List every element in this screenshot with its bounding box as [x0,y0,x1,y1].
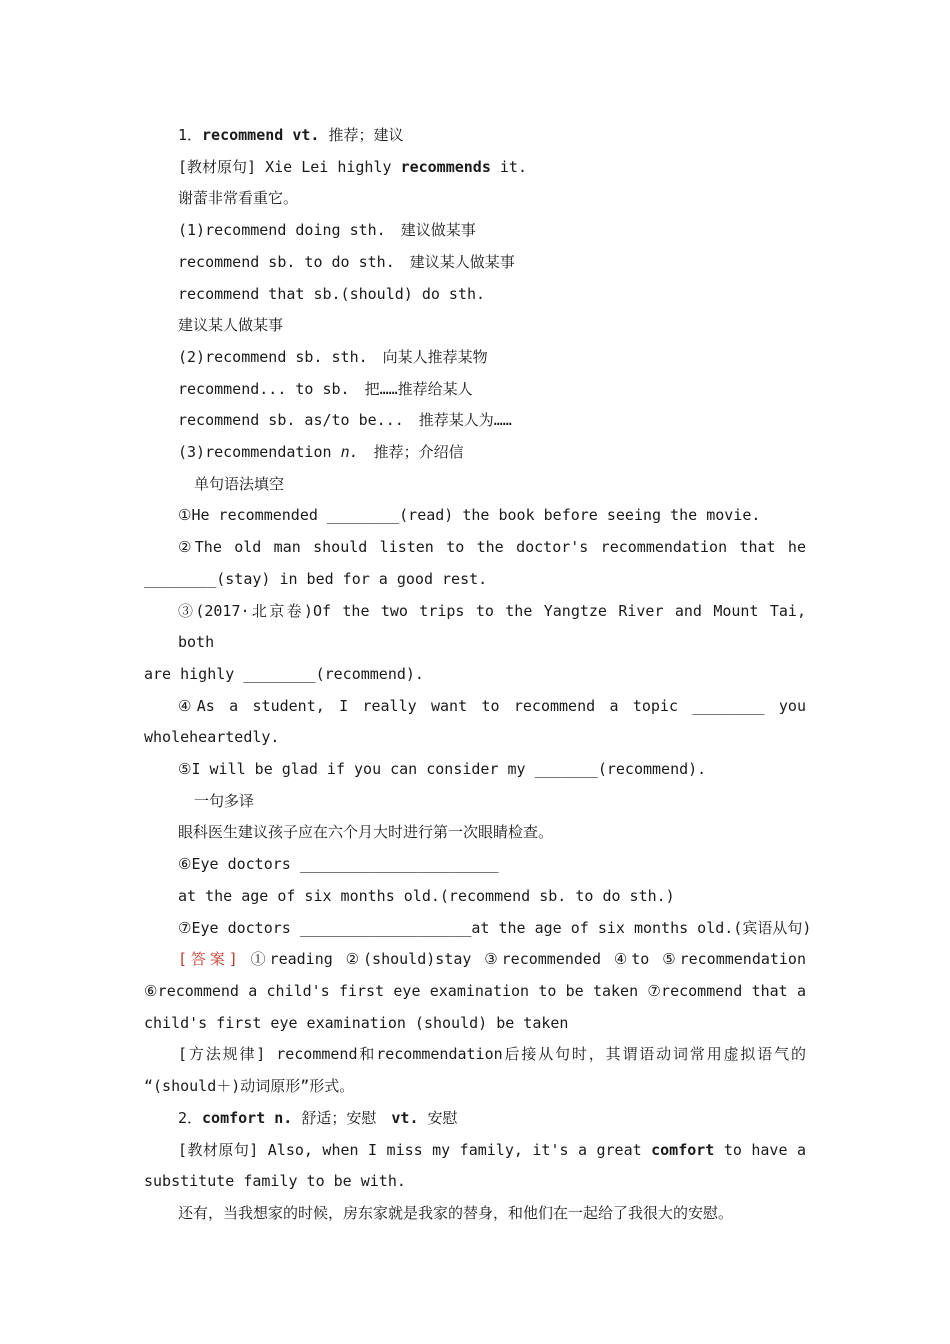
question-3: ③(2017·北京卷)Of the two trips to the Yangtze River and Mount Tai, both [178,601,806,652]
translation-6-cont: at the age of six months old.(recommend sb. to do sth.) [178,886,675,905]
textbook-sentence-2-cont: substitute family to be with. [144,1172,406,1191]
heading-number: 2． [178,1108,203,1127]
usage-line: recommend sb. as/to be... 推荐某人为…… [178,411,512,430]
heading-meaning: 推荐；建议 [319,126,404,144]
textbook-sentence-2 [144,1135,806,1167]
textbook-text: to have a [714,1140,806,1159]
usage-line [144,437,806,469]
heading-meaning: 舒适；安慰 [292,1108,392,1127]
keyword: comfort [651,1140,715,1159]
usage-line: recommend... to sb. 把……推荐给某人 [178,379,473,398]
answers-cont: ⑥recommend a child's first eye examination to be taken ⑦recommend that a [144,981,806,1000]
answers-cont: child's first eye examination (should) be taken [144,1013,569,1032]
textbook-label: [教材原句] [178,1140,259,1159]
usage-text: 推荐；介绍信 [358,443,464,462]
heading-word: vt. [391,1108,419,1127]
textbook-sentence [144,152,806,184]
section-2-heading [144,1103,806,1135]
question-2-cont: ________(stay) in bed for a good rest. [144,569,488,588]
question-4-cont: wholeheartedly. [144,728,280,747]
translation-chinese: 眼科医生建议孩子应在六个月大时进行第一次眼睛检查。 [178,823,554,842]
question-1: ①He recommended ________(read) the book before seeing the movie. [178,506,761,525]
heading-word: comfort n. [202,1108,293,1127]
keyword: recommends [400,157,491,176]
answer-label: [答案] [178,950,238,969]
part-of-speech: n. [340,443,359,462]
usage-line: 建议某人做某事 [178,316,284,335]
answer-text: ①reading ②(should)stay ③recommended ④to ⑤recommendation [237,950,806,969]
section-1-heading [144,120,806,152]
textbook-text: it. [490,157,527,176]
translation-exercise-title: 一句多译 [194,791,255,810]
translation-6: ⑥Eye doctors ______________________ [178,855,499,874]
textbook-text: Also, when I miss my family, it's a great [258,1140,652,1159]
translation-2: 还有，当我想家的时候，房东家就是我家的替身，和他们在一起给了我很大的安慰。 [178,1203,734,1222]
method-note-cont: “(should＋)动词原形”形式。 [144,1077,355,1096]
usage-line: recommend sb. to do sth. 建议某人做某事 [178,252,515,271]
method-note: [方法规律] recommend和recommendation后接从句时，其谓语动词常用虚拟语气的 [178,1045,806,1064]
textbook-label: [教材原句] [178,157,257,176]
translation-7: ⑦Eye doctors ___________________at the age of six months old.(宾语从句) [178,918,812,937]
textbook-text: Xie Lei highly [256,157,401,176]
usage-line: recommend that sb.(should) do sth. [178,284,486,303]
document-page [144,120,812,1230]
answers [144,944,806,976]
usage-line: (2)recommend sb. sth. 向某人推荐某物 [178,347,488,366]
usage-line: (1)recommend doing sth. 建议做某事 [178,221,476,240]
usage-text: (3)recommendation [178,443,341,462]
exercise-title: 单句语法填空 [194,474,285,493]
heading-word: recommend vt. [202,126,320,144]
question-4: ④As a student, I really want to recommend a topic ________ you [178,696,806,715]
question-5: ⑤I will be glad if you can consider my _______(recommend). [178,760,707,779]
heading-meaning: 安慰 [418,1108,458,1127]
question-3-cont: are highly ________(recommend). [144,664,424,683]
translation: 谢蕾非常看重它。 [178,189,299,208]
heading-number: 1． [178,126,203,144]
question-2: ②The old man should listen to the doctor's recommendation that he [178,538,806,557]
